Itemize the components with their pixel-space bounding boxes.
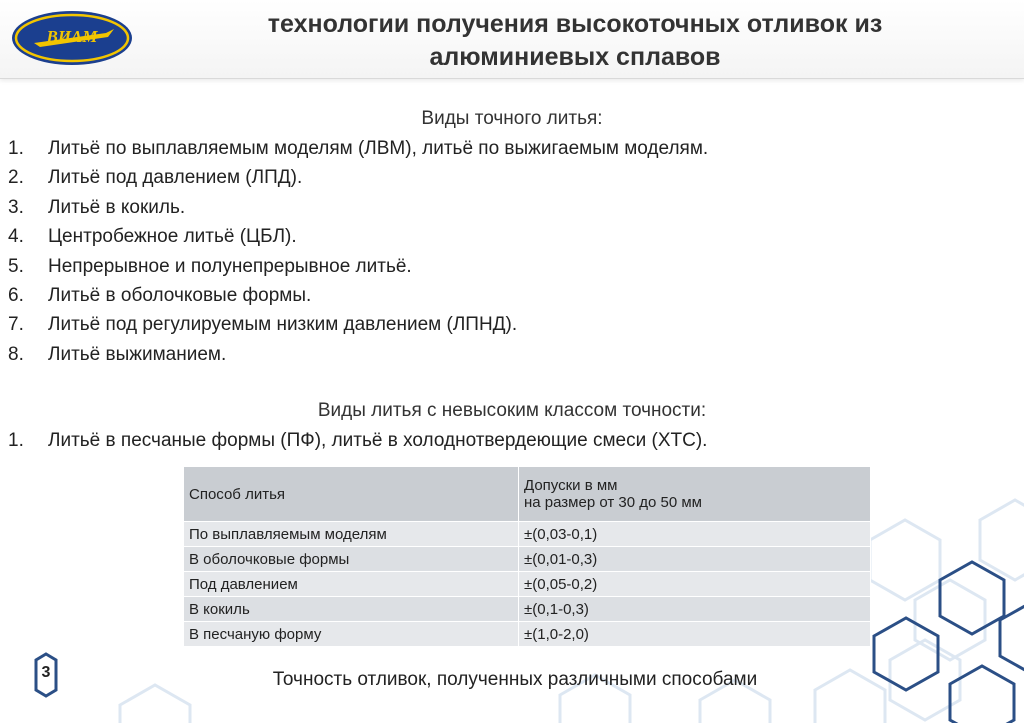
precise-casting-heading: Виды точного литья: <box>421 108 603 129</box>
hexagon-dark <box>940 562 1004 634</box>
low-precision-list <box>8 426 707 455</box>
column-header-tolerance: Допуски в мм на размер от 30 до 50 мм <box>519 467 871 522</box>
logo-text: ВИАМ <box>46 27 98 46</box>
table-cell-tolerance: ±(0,05-0,2) <box>519 572 871 597</box>
table-row <box>184 622 871 647</box>
slide-title-line2: алюминиевых сплавов <box>429 43 721 71</box>
table-cell-tolerance: ±(0,01-0,3) <box>519 547 871 572</box>
low-precision-heading: Виды литья с невысоким классом точности: <box>317 400 707 421</box>
table-cell-tolerance: ±(0,1-0,3) <box>519 597 871 622</box>
table-row <box>184 597 871 622</box>
list-item: 1. Литьё в песчаные формы (ПФ), литьё в холоднотвердеющие смеси (ХТС). <box>8 430 708 451</box>
list-item: 3. Литьё в кокиль. <box>8 196 186 218</box>
table-row <box>184 547 871 572</box>
precise-casting-list <box>8 134 708 369</box>
slide-header <box>0 0 1024 79</box>
table-row <box>184 522 871 547</box>
column-header-method: Способ литья <box>184 467 519 522</box>
list-item: 2. Литьё под давлением (ЛПД). <box>8 167 303 189</box>
table-cell-method: В песчаную форму <box>184 622 519 647</box>
page-number: 3 <box>41 664 51 681</box>
list-item: 4. Центробежное литьё (ЦБЛ). <box>8 226 297 248</box>
tolerance-table <box>183 466 871 647</box>
table-caption: Точность отливок, полученных различными способами <box>272 669 758 690</box>
table-cell-tolerance: ±(1,0-2,0) <box>519 622 871 647</box>
list-item: 7. Литьё под регулируемым низким давлением (ЛПНД). <box>8 314 518 336</box>
table-cell-method: Под давлением <box>184 572 519 597</box>
table-row <box>184 572 871 597</box>
table-cell-method: В оболочковые формы <box>184 547 519 572</box>
hexagon-light <box>980 500 1024 580</box>
slide-title <box>150 8 1000 74</box>
slide-title-line1: технологии получения высокоточных отливок из <box>267 10 883 38</box>
hexagon-light <box>870 520 940 600</box>
table-cell-method: В кокиль <box>184 597 519 622</box>
hexagon-dark <box>874 618 938 690</box>
table-cell-method: По выплавляемым моделям <box>184 522 519 547</box>
list-item: 5. Непрерывное и полунепрерывное литьё. <box>8 255 412 277</box>
table-header-row <box>184 467 871 522</box>
table-cell-tolerance: ±(0,03-0,1) <box>519 522 871 547</box>
list-item: 8. Литьё выжиманием. <box>8 343 227 365</box>
company-logo <box>10 9 134 67</box>
list-item: 6. Литьё в оболочковые формы. <box>8 285 312 307</box>
list-item: 1. Литьё по выплавляемым моделям (ЛВМ), литьё по выжигаемым моделям. <box>8 138 709 159</box>
